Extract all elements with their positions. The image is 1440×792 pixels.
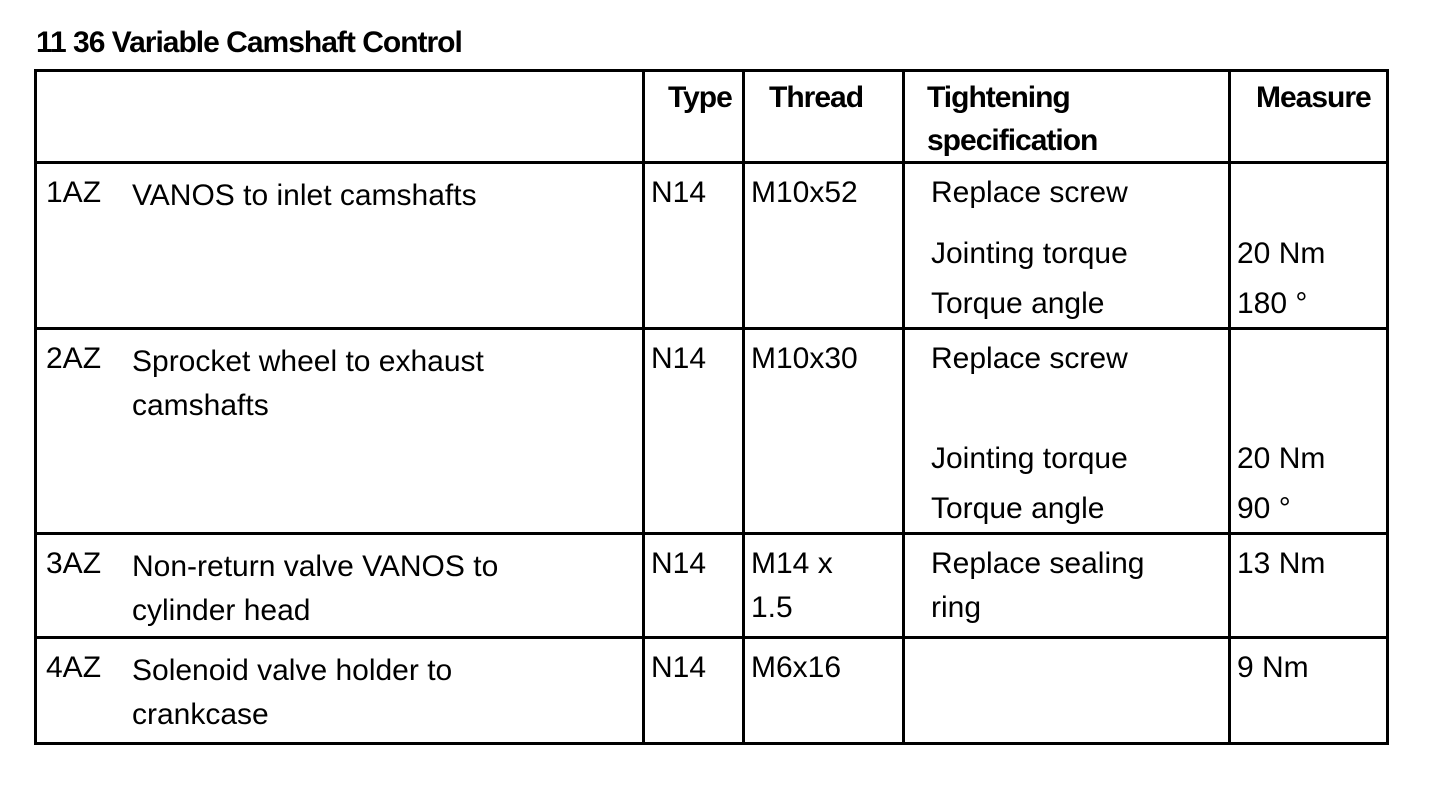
row-type: N14 [651, 651, 707, 684]
row-divider [34, 327, 1389, 330]
spec-value: 13 Nm [1237, 547, 1326, 580]
header-tightening-line2: specification [927, 124, 1098, 157]
row-divider [34, 636, 1389, 639]
spec-value: 20 Nm [1237, 237, 1326, 270]
header-type: Type [668, 81, 732, 114]
spec-label: Jointing torque [931, 442, 1128, 475]
row-type: N14 [651, 547, 707, 580]
row-thread: M6x16 [751, 651, 842, 684]
spec-label: ring [931, 591, 982, 624]
page-title: 11 36 Variable Camshaft Control [36, 26, 462, 59]
row-id: 2AZ [46, 342, 102, 375]
row-description: Solenoid valve holder to [132, 654, 453, 687]
row-description: crankcase [132, 698, 269, 731]
spec-value: 90 ° [1237, 492, 1291, 525]
row-id: 1AZ [46, 176, 102, 209]
spec-value: 180 ° [1237, 287, 1308, 320]
header-tightening-line1: Tightening [927, 81, 1070, 114]
row-description: cylinder head [132, 594, 311, 627]
row-id: 4AZ [46, 651, 102, 684]
header-thread: Thread [769, 81, 864, 114]
row-thread: 1.5 [751, 591, 793, 624]
column-divider [642, 69, 645, 745]
row-type: N14 [651, 176, 707, 209]
spec-label: Replace screw [931, 342, 1128, 375]
column-divider [742, 69, 745, 745]
row-description: VANOS to inlet camshafts [132, 179, 477, 212]
row-description: camshafts [132, 389, 269, 422]
row-thread: M10x52 [751, 176, 858, 209]
row-type: N14 [651, 342, 707, 375]
spec-label: Torque angle [931, 492, 1105, 525]
row-divider [34, 161, 1389, 164]
column-divider [902, 69, 905, 745]
row-description: Sprocket wheel to exhaust [132, 345, 484, 378]
spec-label: Torque angle [931, 287, 1105, 320]
header-measure: Measure [1256, 81, 1371, 114]
spec-value: 20 Nm [1237, 442, 1326, 475]
row-description: Non-return valve VANOS to [132, 550, 499, 583]
row-divider [34, 532, 1389, 535]
row-thread: M10x30 [751, 342, 858, 375]
row-thread: M14 x [751, 547, 833, 580]
row-id: 3AZ [46, 547, 102, 580]
spec-value: 9 Nm [1237, 651, 1309, 684]
spec-label: Replace sealing [931, 547, 1145, 580]
column-divider [1228, 69, 1231, 745]
spec-label: Jointing torque [931, 237, 1128, 270]
spec-label: Replace screw [931, 176, 1128, 209]
